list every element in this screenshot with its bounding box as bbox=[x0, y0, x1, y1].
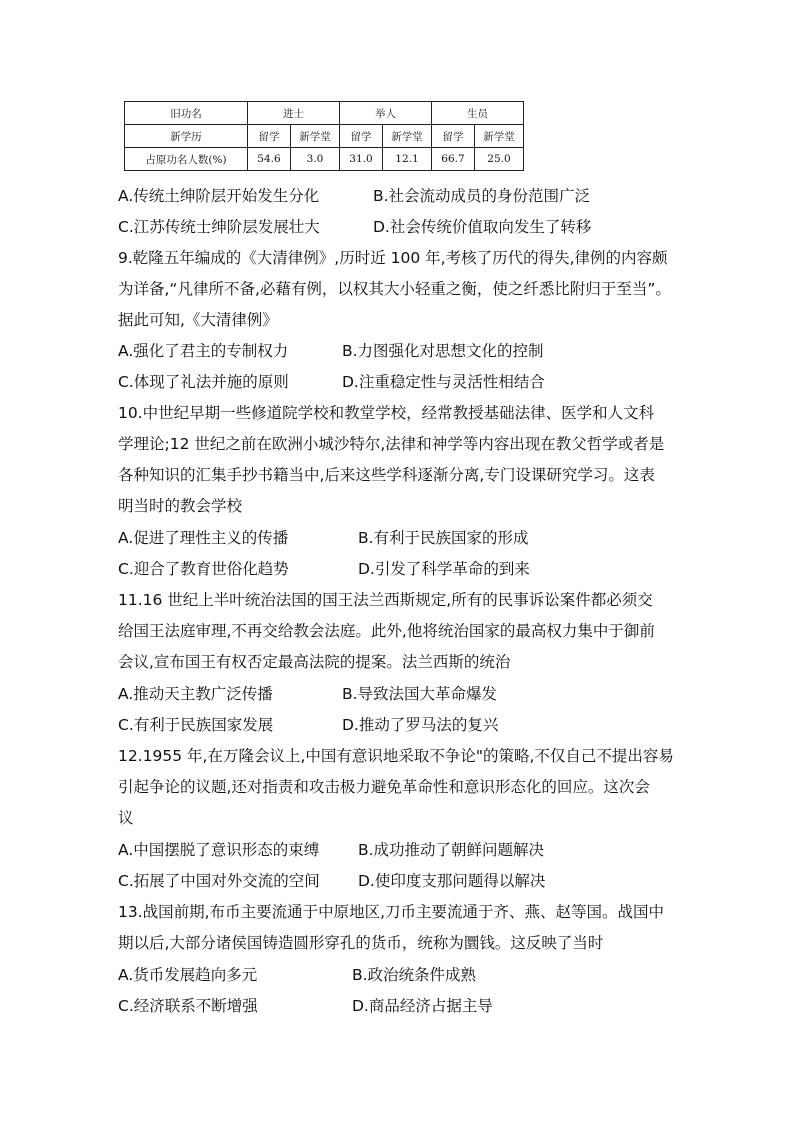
q8-option-a[interactable]: A.传统土绅阶层开始发生分化 bbox=[118, 187, 320, 205]
table-cell: 占原功名人数(%) bbox=[125, 148, 248, 171]
q12-option-c[interactable]: C.拓展了中国对外交流的空间 bbox=[118, 872, 320, 890]
table-cell: 66.7 bbox=[432, 148, 475, 171]
q12-option-a[interactable]: A.中国摆脱了意识形态的束缚 bbox=[118, 841, 320, 859]
q9-option-b[interactable]: B.力图强化对思想文化的控制 bbox=[342, 342, 544, 360]
q13-option-a[interactable]: A.货币发展趋向多元 bbox=[118, 966, 258, 984]
q12-option-b[interactable]: B.成功推动了朝鲜问题解决 bbox=[358, 841, 545, 859]
q10-option-a[interactable]: A.促进了理性主义的传播 bbox=[118, 529, 289, 547]
q11-stem-line: 会议,宣布国王有权否定最高法院的提案。法兰西斯的统治 bbox=[118, 653, 511, 671]
q13-stem-line: 13.战国前期,布币主要流通于中原地区,刀币主要流通于齐、燕、赵等国。战国中 bbox=[118, 903, 665, 921]
q13-option-d[interactable]: D.商品经济占据主导 bbox=[352, 997, 493, 1015]
q9-option-d[interactable]: D.注重稳定性与灵活性相结合 bbox=[342, 373, 545, 391]
q10-option-d[interactable]: D.引发了科学革命的到来 bbox=[358, 560, 530, 578]
degree-statistics-table bbox=[124, 101, 524, 171]
q10-stem-line: 学理论;12 世纪之前在欧洲小城沙特尔,法律和神学等内容出现在教父哲学或者是 bbox=[118, 435, 665, 453]
table-cell: 进士 bbox=[248, 102, 340, 125]
table-cell: 12.1 bbox=[383, 148, 432, 171]
q10-stem-line: 明当时的教会学校 bbox=[118, 497, 243, 515]
q8-option-b[interactable]: B.社会流动成员的身份范围广泛 bbox=[373, 187, 591, 205]
table-cell: 留学 bbox=[248, 125, 291, 148]
table-cell: 新学堂 bbox=[291, 125, 340, 148]
table-row bbox=[125, 125, 524, 148]
q10-option-c[interactable]: C.迎合了教育世俗化趋势 bbox=[118, 560, 289, 578]
q12-stem-line: 12.1955 年,在万隆会议上,中国有意识地采取不争论"的策略,不仅自己不提出容易 bbox=[118, 747, 674, 765]
q8-option-c[interactable]: C.江苏传统士绅阶层发展壮大 bbox=[118, 218, 320, 236]
table-cell: 新学堂 bbox=[383, 125, 432, 148]
q9-stem-line: 据此可知,《大清律例》 bbox=[118, 311, 278, 329]
q8-option-d[interactable]: D.社会传统价值取向发生了转移 bbox=[373, 218, 592, 236]
q9-stem-line: 9.乾隆五年编成的《大清律例》,历时近 100 年,考核了历代的得失,律例的内容颇 bbox=[118, 249, 668, 267]
q10-stem-line: 各种知识的汇集手抄书籍当中,后来这些学科逐渐分离,专门设课研究学习。这表 bbox=[118, 466, 655, 484]
q12-stem-line: 引起争论的议题,还对指责和攻击极力避免革命性和意识形态化的回应。这次会 bbox=[118, 778, 650, 796]
q11-option-b[interactable]: B.导致法国大革命爆发 bbox=[342, 685, 498, 703]
table-cell: 新学堂 bbox=[475, 125, 524, 148]
table-cell: 举人 bbox=[340, 102, 432, 125]
table-cell: 25.0 bbox=[475, 148, 524, 171]
q9-option-c[interactable]: C.体现了礼法并施的原则 bbox=[118, 373, 289, 391]
q11-option-a[interactable]: A.推动天主教广泛传播 bbox=[118, 685, 273, 703]
q13-stem-line: 期以后,大部分诸侯国铸造圆形穿孔的货币，统称为圜钱。这反映了当时 bbox=[118, 934, 604, 952]
table-cell: 生员 bbox=[432, 102, 524, 125]
table-cell: 旧功名 bbox=[125, 102, 248, 125]
table-cell: 54.6 bbox=[248, 148, 291, 171]
q10-option-b[interactable]: B.有利于民族国家的形成 bbox=[358, 529, 529, 547]
table-cell: 3.0 bbox=[291, 148, 340, 171]
table-row bbox=[125, 148, 524, 171]
table-row bbox=[125, 102, 524, 125]
q9-option-a[interactable]: A.强化了君主的专制权力 bbox=[118, 342, 289, 360]
q9-stem-line: 为详备,“凡律所不备,必藉有例，以权其大小轻重之衡，使之纤悉比附归于至当”。 bbox=[118, 280, 671, 298]
q12-option-d[interactable]: D.使印度支那问题得以解决 bbox=[358, 872, 546, 890]
q11-stem-line: 给国王法庭审理,不再交给教会法庭。此外,他将统治国家的最高权力集中于御前 bbox=[118, 622, 655, 640]
q12-stem-line: 议 bbox=[118, 809, 134, 827]
q11-option-c[interactable]: C.有利于民族国家发展 bbox=[118, 716, 274, 734]
table-cell: 31.0 bbox=[340, 148, 383, 171]
table-cell: 留学 bbox=[432, 125, 475, 148]
q11-option-d[interactable]: D.推动了罗马法的复兴 bbox=[342, 716, 499, 734]
q10-stem-line: 10.中世纪早期一些修道院学校和教堂学校，经常教授基础法律、医学和人文科 bbox=[118, 404, 655, 422]
table-cell: 新学历 bbox=[125, 125, 248, 148]
table-cell: 留学 bbox=[340, 125, 383, 148]
q11-stem-line: 11.16 世纪上半叶统治法国的国王法兰西斯规定,所有的民事诉讼案件都必须交 bbox=[118, 591, 653, 609]
q13-option-c[interactable]: C.经济联系不断增强 bbox=[118, 997, 258, 1015]
q13-option-b[interactable]: B.政治统条件成熟 bbox=[352, 966, 477, 984]
